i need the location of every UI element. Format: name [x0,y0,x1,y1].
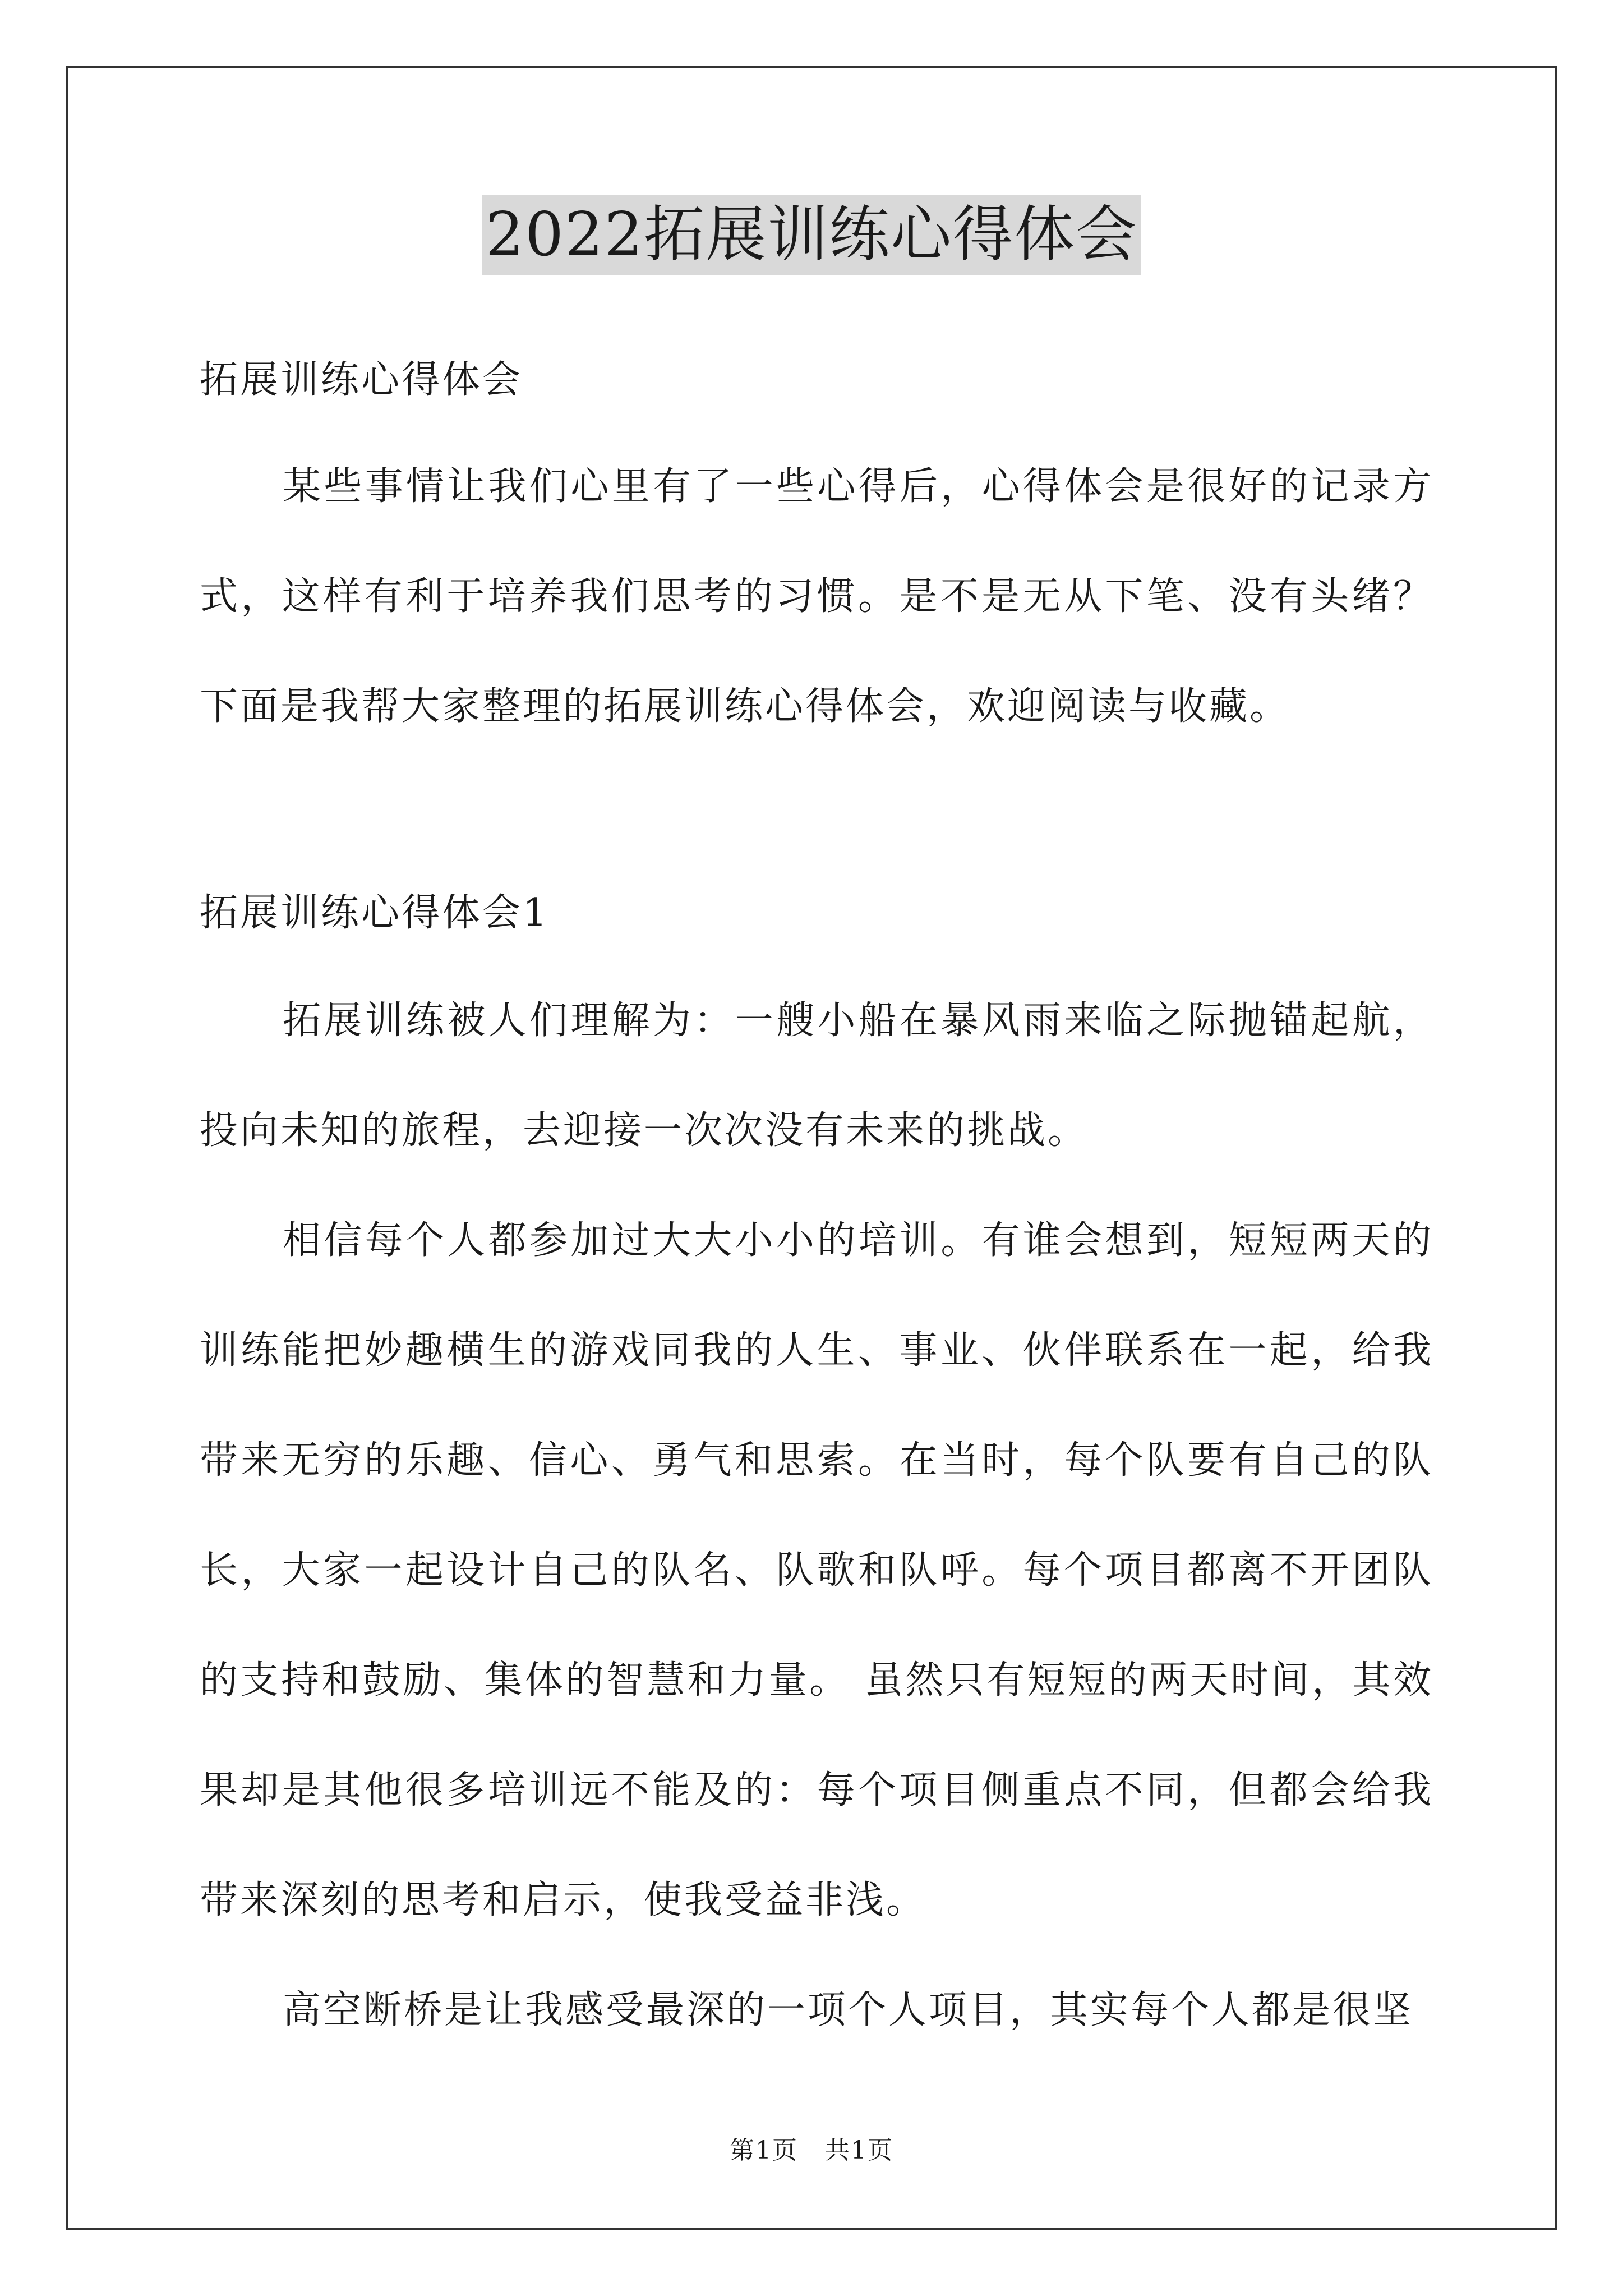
section1-paragraph-3: 高空断桥是让我感受最深的一项个人项目，其实每个人都是很坚 [283,1988,1414,2032]
section1-paragraph-2: 相信每个人都参加过大大小小的培训。有谁会想到，短短两天的训练能把妙趣横生的游戏同我的人生、事业、伙伴联系在一起，给我带来无穷的乐趣、信心、勇气和思索。在当时，每个队要有自己的队长，大家一起设计自己的队名、队歌和队呼。每个项目都离不开团队的支持和鼓励、集体的智慧和力量。 虽然只有短短的两天时间，其效果却是其他很多培训远不能及的：每个项目侧重点不同，但都会给我带来深刻的思考和启示，使我受益非浅。 [200,1218,1433,1922]
document-title: 2022拓展训练心得体会 [482,195,1141,275]
intro-heading: 拓展训练心得体会 [200,358,523,402]
intro-block [200,432,1433,762]
section1-body [200,966,1433,2065]
title-container [0,195,1623,275]
section1-heading: 拓展训练心得体会1 [200,891,550,935]
section1-paragraph-1: 拓展训练被人们理解为：一艘小船在暴风雨来临之际抛锚起航，投向未知的旅程，去迎接一次次没有未来的挑战。 [200,999,1433,1153]
page-footer [0,2134,1623,2168]
page-number-current: 第1页 [730,2136,798,2165]
page-number-total: 共1页 [825,2136,893,2165]
intro-paragraph: 某些事情让我们心里有了一些心得后，心得体会是很好的记录方式，这样有利于培养我们思考的习惯。是不是无从下笔、没有头绪？下面是我帮大家整理的拓展训练心得体会，欢迎阅读与收藏。 [200,464,1433,729]
